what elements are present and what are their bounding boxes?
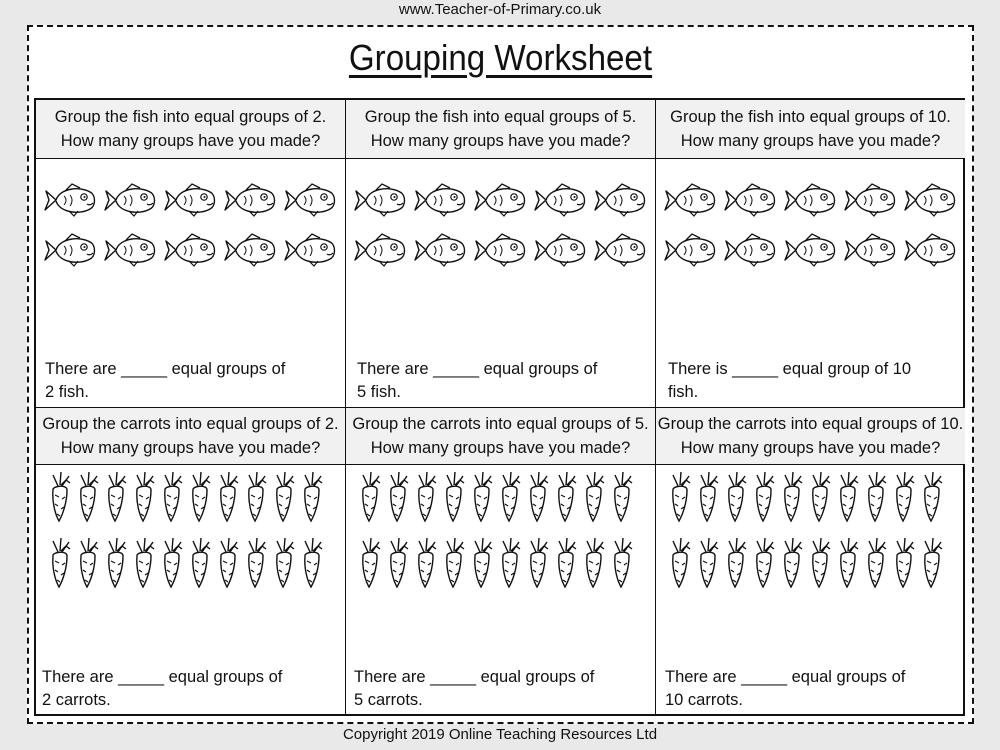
answer-line-2: 2 carrots. <box>42 691 111 709</box>
carrot-icon <box>193 472 210 521</box>
carrot-icon <box>137 472 154 521</box>
cell-fish-groups-of-5 <box>346 100 655 408</box>
carrot-icon <box>559 538 576 587</box>
fish-icon <box>415 184 465 216</box>
carrot-icon <box>587 538 604 587</box>
carrot-icon <box>447 472 464 521</box>
fish-icon <box>725 184 775 216</box>
answer-line-2: 5 fish. <box>357 383 402 401</box>
carrot-icon <box>391 472 408 521</box>
carrot-icon <box>729 538 746 587</box>
carrot-icon <box>305 538 322 587</box>
fish-icon <box>285 234 335 266</box>
cell-fish-groups-of-2 <box>36 100 345 408</box>
row-divider <box>36 407 963 408</box>
fish-icon <box>665 234 715 266</box>
carrot-icon <box>137 538 154 587</box>
question-line-2: How many groups have you made? <box>60 132 321 150</box>
carrot-icon <box>81 538 98 587</box>
question-line-2: How many groups have you made? <box>60 439 321 457</box>
carrot-icon <box>305 472 322 521</box>
carrot-icon <box>673 538 690 587</box>
carrot-icon <box>701 472 718 521</box>
answer-sentence <box>357 358 627 404</box>
fish-icon <box>785 234 835 266</box>
carrot-icon <box>925 472 942 521</box>
fish-icon <box>725 234 775 266</box>
carrot-icon <box>869 538 886 587</box>
answer-line-2: 5 carrots. <box>354 691 423 709</box>
carrot-icon <box>165 472 182 521</box>
page-title: Grouping Worksheet <box>348 37 653 78</box>
fish-icon <box>285 184 335 216</box>
carrot-icon <box>587 472 604 521</box>
answer-line-1: There are _____ equal groups of <box>665 668 906 686</box>
answer-line-1: There are _____ equal groups of <box>45 360 286 378</box>
carrot-icon <box>813 472 830 521</box>
fish-icon <box>535 234 585 266</box>
fish-icon <box>535 184 585 216</box>
question-line-2: How many groups have you made? <box>680 132 941 150</box>
fish-icon <box>355 184 405 216</box>
carrot-icon <box>897 538 914 587</box>
carrot-icon <box>841 472 858 521</box>
answer-line-1: There are _____ equal groups of <box>357 360 598 378</box>
worksheet-grid <box>34 98 965 716</box>
carrot-icon <box>897 472 914 521</box>
carrot-icon <box>729 472 746 521</box>
carrot-icon <box>419 538 436 587</box>
cell-carrots-groups-of-10 <box>656 408 965 716</box>
carrot-icon <box>559 472 576 521</box>
carrot-icon <box>363 472 380 521</box>
carrot-icon <box>249 472 266 521</box>
cell-fish-groups-of-10 <box>656 100 965 408</box>
website-url: www.Teacher-of-Primary.co.uk <box>398 1 602 18</box>
question-line-1: Group the fish into equal groups of 5. <box>364 108 637 126</box>
carrot-icon <box>475 472 492 521</box>
fish-icon <box>225 184 275 216</box>
question-line-2: How many groups have you made? <box>370 132 631 150</box>
fish-icon <box>785 184 835 216</box>
answer-line-2: 10 carrots. <box>665 691 743 709</box>
carrot-icon <box>81 472 98 521</box>
question-line-1: Group the carrots into equal groups of 2. <box>42 415 339 433</box>
carrot-icon <box>503 538 520 587</box>
answer-sentence <box>354 666 624 712</box>
fish-icon <box>415 234 465 266</box>
answer-line-1: There is _____ equal group of 10 <box>668 360 912 378</box>
fish-icon <box>905 184 955 216</box>
fish-icon <box>225 234 275 266</box>
fish-icon <box>45 184 95 216</box>
carrot-icon <box>221 538 238 587</box>
carrot-icon <box>757 472 774 521</box>
carrot-icon <box>249 538 266 587</box>
carrot-icon <box>841 538 858 587</box>
carrot-icon <box>53 538 70 587</box>
carrot-icon <box>785 538 802 587</box>
answer-line-1: There are _____ equal groups of <box>354 668 595 686</box>
cell-carrots-groups-of-2 <box>36 408 345 716</box>
carrot-icon <box>615 538 632 587</box>
carrot-icon <box>673 472 690 521</box>
worksheet <box>27 25 974 724</box>
fish-icon <box>105 234 155 266</box>
carrot-icon <box>419 472 436 521</box>
copyright-notice: Copyright 2019 Online Teaching Resources Ltd <box>342 726 658 743</box>
carrot-icon <box>785 472 802 521</box>
fish-icon <box>595 234 645 266</box>
carrot-icon <box>53 472 70 521</box>
carrot-icon <box>109 538 126 587</box>
carrot-icon <box>391 538 408 587</box>
carrot-icon <box>475 538 492 587</box>
fish-icon <box>475 234 525 266</box>
carrot-icon <box>109 472 126 521</box>
carrot-icon <box>193 538 210 587</box>
answer-sentence <box>668 358 938 404</box>
carrot-icon <box>813 538 830 587</box>
question-line-2: How many groups have you made? <box>680 439 941 457</box>
answer-sentence <box>45 358 315 404</box>
cell-carrots-groups-of-5 <box>346 408 655 716</box>
carrot-icon <box>925 538 942 587</box>
fish-icon <box>905 234 955 266</box>
fish-icon <box>105 184 155 216</box>
carrot-icon <box>363 538 380 587</box>
fish-icon <box>165 234 215 266</box>
answer-line-2: fish. <box>668 383 699 401</box>
carrot-icon <box>165 538 182 587</box>
fish-icon <box>165 184 215 216</box>
answer-sentence <box>42 666 312 712</box>
carrot-icon <box>869 472 886 521</box>
carrot-icon <box>757 538 774 587</box>
carrot-icon <box>221 472 238 521</box>
answer-sentence <box>665 666 935 712</box>
fish-icon <box>45 234 95 266</box>
fish-icon <box>665 184 715 216</box>
fish-icon <box>355 234 405 266</box>
carrot-icon <box>277 472 294 521</box>
carrot-icon <box>615 472 632 521</box>
question-line-1: Group the fish into equal groups of 10. <box>670 108 951 126</box>
fish-icon <box>475 184 525 216</box>
question-line-1: Group the carrots into equal groups of 5. <box>352 415 649 433</box>
question-line-1: Group the carrots into equal groups of 10. <box>657 415 964 433</box>
carrot-icon <box>701 538 718 587</box>
answer-line-1: There are _____ equal groups of <box>42 668 283 686</box>
answer-line-2: 2 fish. <box>45 383 90 401</box>
fish-icon <box>845 234 895 266</box>
carrot-icon <box>531 472 548 521</box>
carrot-icon <box>447 538 464 587</box>
question-line-2: How many groups have you made? <box>370 439 631 457</box>
carrot-icon <box>277 538 294 587</box>
fish-icon <box>845 184 895 216</box>
carrot-icon <box>503 472 520 521</box>
carrot-icon <box>531 538 548 587</box>
question-line-1: Group the fish into equal groups of 2. <box>54 108 327 126</box>
fish-icon <box>595 184 645 216</box>
